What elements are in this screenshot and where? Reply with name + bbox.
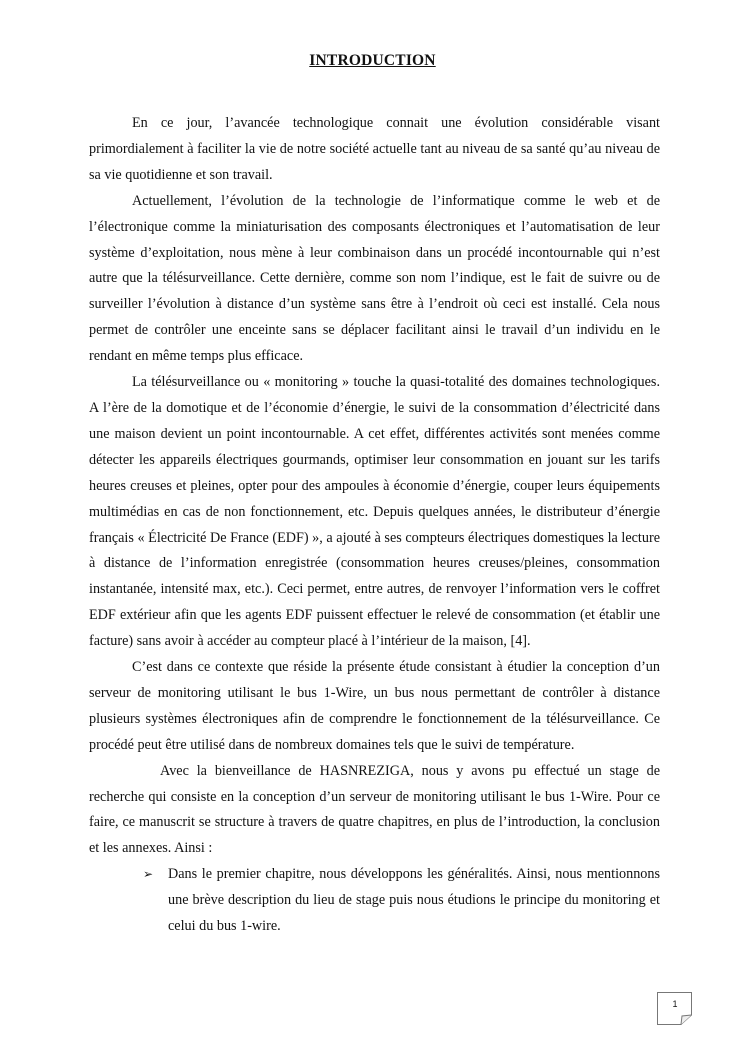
chapter-list	[89, 862, 660, 940]
paragraph-intro: En ce jour, l’avancée technologique connait une évolution considérable visant primordialement à faciliter la vie de notre société actuelle tant au niveau de sa santé qu’au niveau de sa vie quotidienne et son travail.	[89, 115, 660, 183]
list-item-text: Dans le premier chapitre, nous développons les généralités. Ainsi, nous mentionnons une brève description du lieu de stage puis nous étudions le principe du monitoring et celui du bus 1-wire.	[168, 866, 660, 935]
paragraph-context: C’est dans ce contexte que réside la présente étude consistant à étudier la conception d’un serveur de monitoring utilisant le bus 1-Wire, un bus nous permettant de contrôler à distance plusieurs systèmes électroniques afin de comprendre le fonctionnement de la télésurveillance. Ce procédé peut être utilisé dans de nombreux domaines tels que le suivi de température.	[89, 659, 660, 753]
paragraph-technology: Actuellement, l’évolution de la technologie de l’informatique comme le web et de l’électronique comme la miniaturisation des composants électroniques et l’automatisation de leur système d’exploitation, nous mène à leur combinaison dans un procédé incontournable qui n’est autre que la télésurveillance. Cette dernière, comme son nom l’indique, est le fait de suivre ou de surveiller l’évolution à distance d’un système sans être à l’endroit où ceci est installé. Cela nous permet de contrôler une enceinte sans se déplacer facilitant ainsi le travail d’un individu en le rendant en même temps plus efficace.	[89, 192, 660, 365]
list-item	[89, 862, 660, 940]
document-body	[89, 111, 660, 940]
page-title: INTRODUCTION	[309, 52, 436, 69]
paragraph-internship: Avec la bienveillance de HASNREZIGA, nous y avons pu effectué un stage de recherche qui consiste en la conception d’un serveur de monitoring utilisant le bus 1-Wire. Pour ce faire, ce manuscrit se structure à travers de quatre chapitres, en plus de l’introduction, la conclusion et les annexes. Ainsi :	[89, 762, 660, 857]
paragraph-monitoring: La télésurveillance ou « monitoring » touche la quasi-totalité des domaines technologiques. A l’ère de la domotique et de l’économie d’énergie, le suivi de la consommation d’électricité dans une maison devient un point incontournable. A cet effet, différentes activités sont menées comme détecter les appareils électriques gourmands, optimiser leur consommation en jouant sur les tarifs heures creuses et pleines, opter pour des ampoules à économie d’énergie, couper leurs équipements multimédias en cas de non fonctionnement, etc. Depuis quelques années, le distributeur d’énergie français « Électricité De France (EDF) », a ajouté à ses compteurs électriques domestiques la lecture à distance de l’information enregistrée (consommation heures creuses/pleines, consommation instantanée, intensité max, etc.). Ceci permet, entre autres, de renvoyer l’information vers le coffret EDF extérieur afin que les agents EDF puissent effectuer le relevé de consommation (et établir une facture) sans avoir à accéder au compteur placé à l’intérieur de la maison, [4].	[89, 374, 660, 650]
page-number: 1	[672, 999, 678, 1009]
folded-corner-icon	[657, 992, 693, 1026]
page-number-badge	[657, 992, 691, 1024]
arrow-bullet-icon: ➢	[143, 867, 154, 882]
